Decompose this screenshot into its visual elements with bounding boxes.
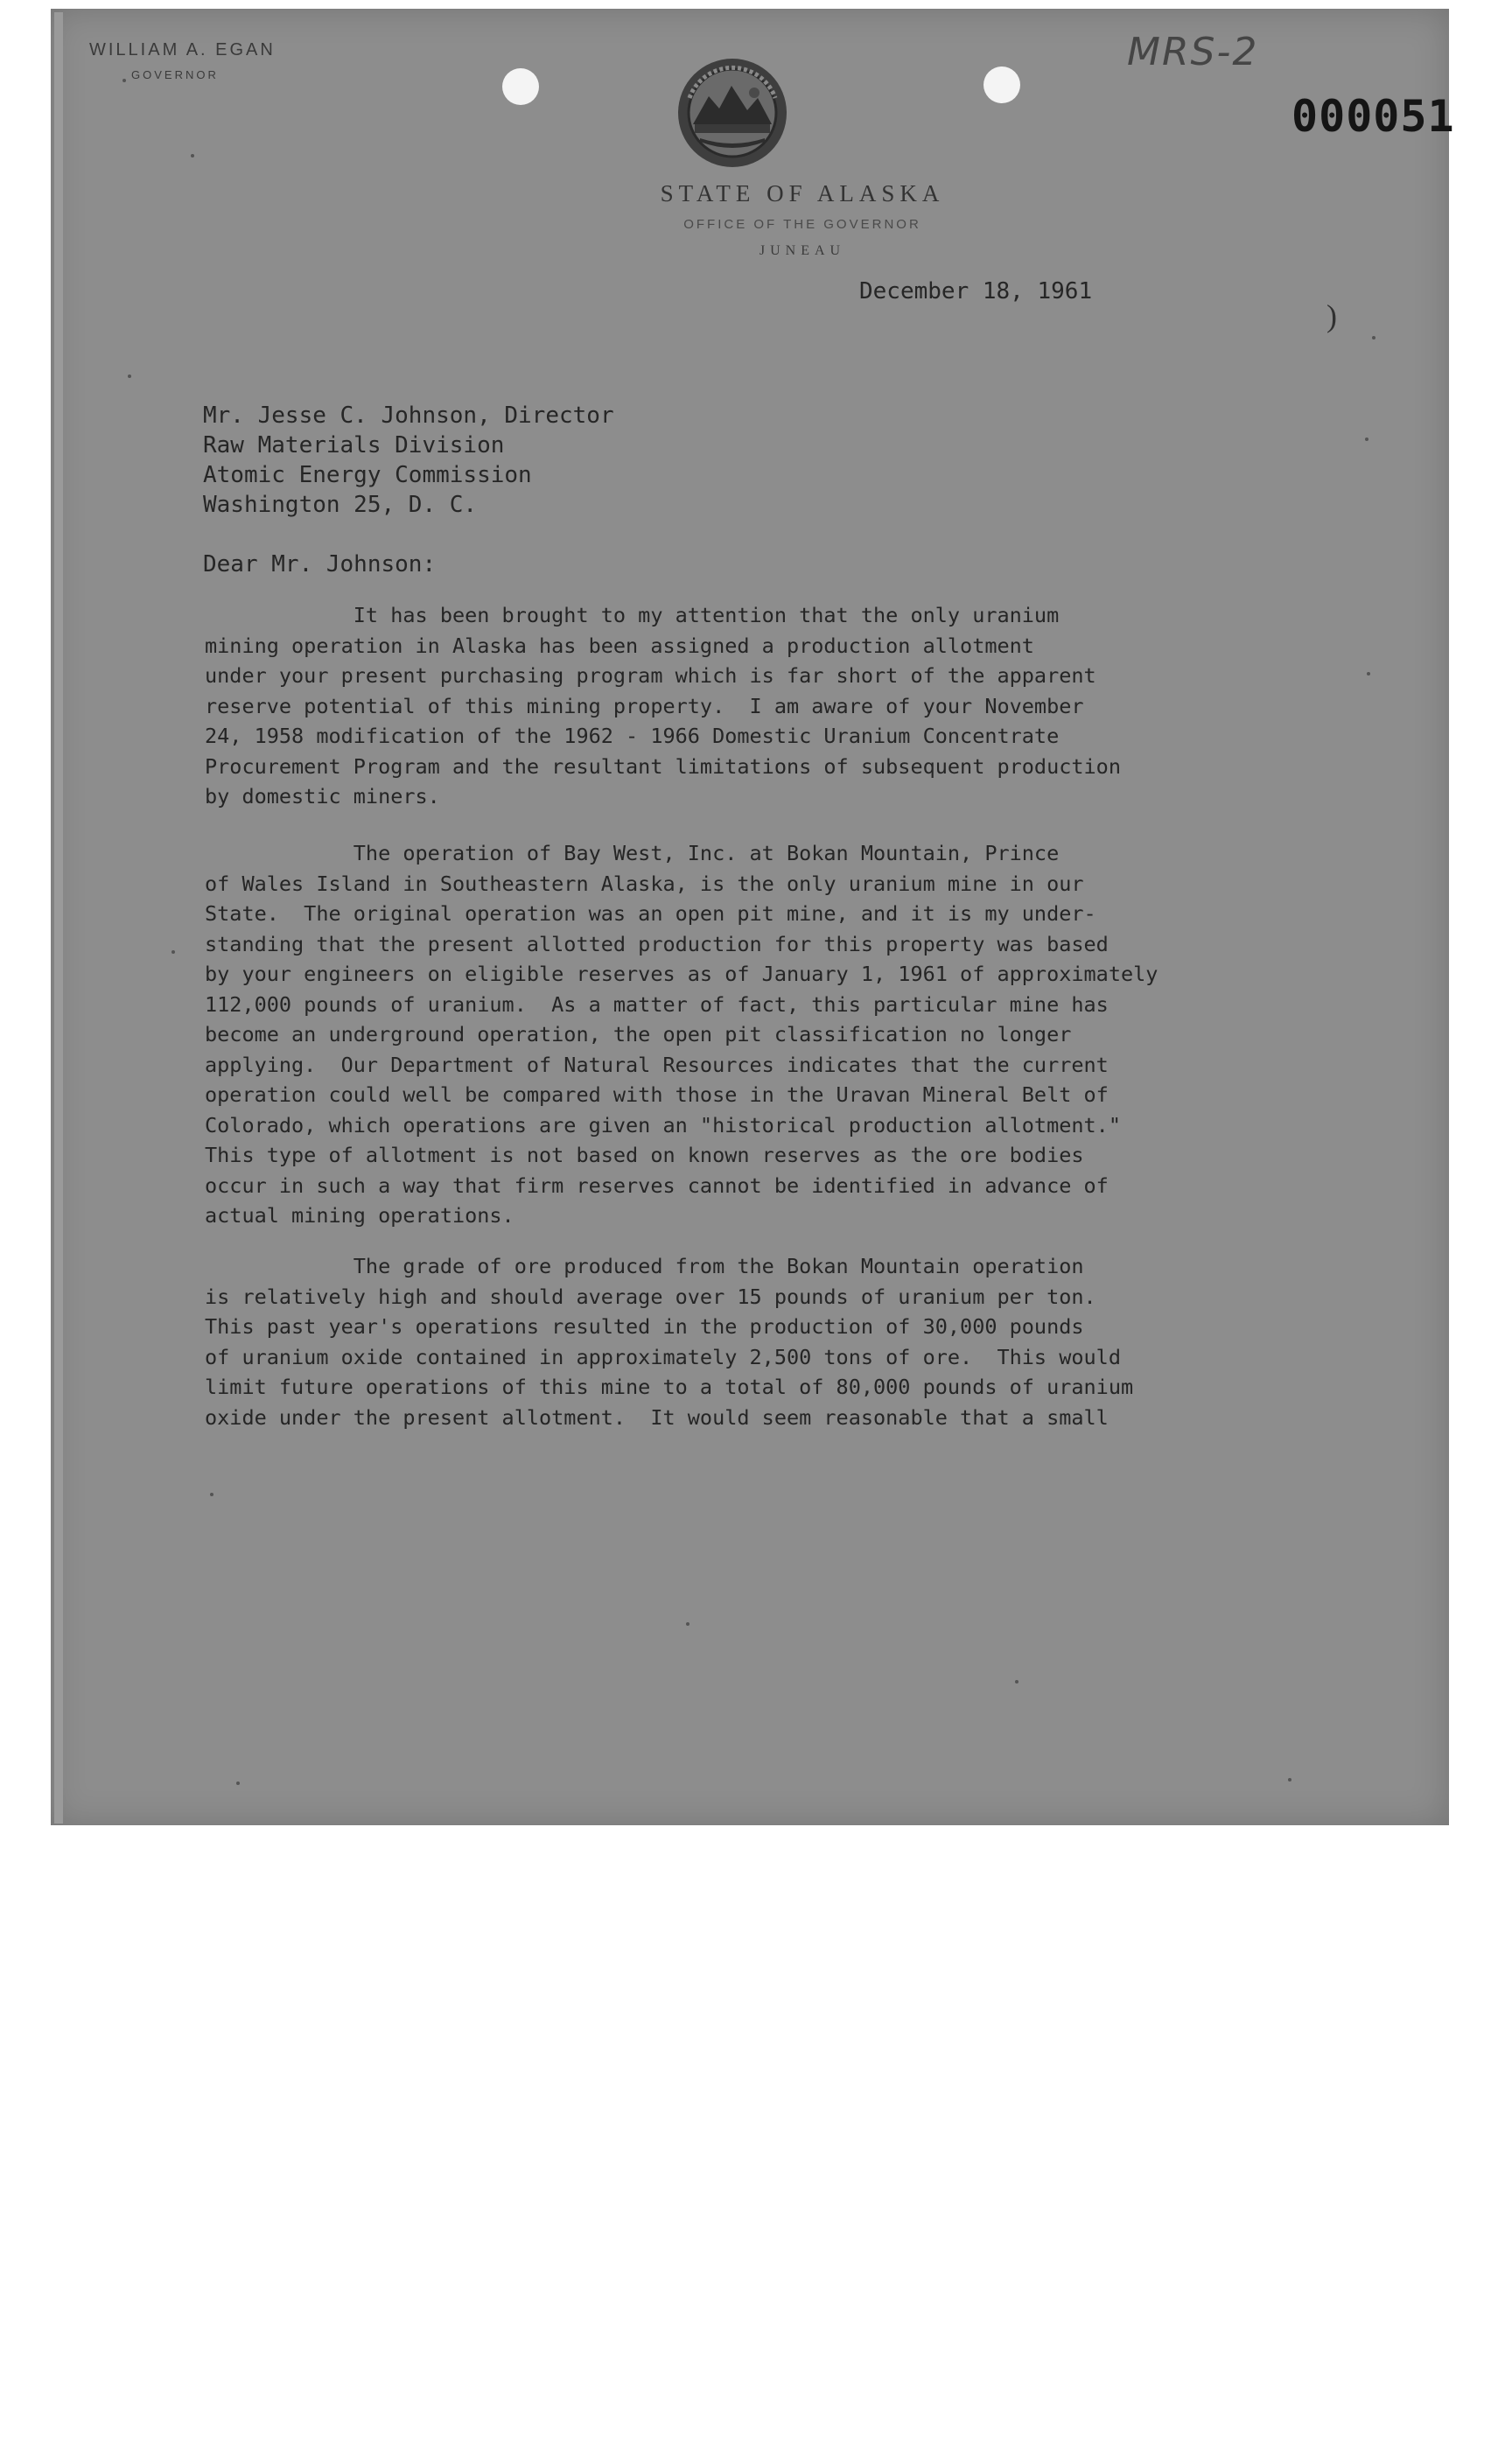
paragraph-line: is relatively high and should average over 15 pounds of uranium per ton. xyxy=(205,1284,1096,1309)
governor-name: WILLIAM A. EGAN xyxy=(89,40,276,60)
recipient-line: Raw Materials Division xyxy=(203,432,505,458)
paragraph-line: under your present purchasing program which is far short of the apparent xyxy=(205,663,1096,688)
paragraph-line: 112,000 pounds of uranium. As a matter of fact, this particular mine has xyxy=(205,991,1109,1017)
paragraph-line: This type of allotment is not based on known reserves as the ore bodies xyxy=(205,1143,1084,1167)
scan-speck xyxy=(1288,1778,1292,1782)
paragraph-line: of uranium oxide contained in approximately 2,500 tons of ore. This would xyxy=(205,1344,1121,1369)
state-seal-icon xyxy=(674,54,791,172)
punch-hole-right xyxy=(984,66,1020,103)
paragraph-line: It has been brought to my attention that the only uranium xyxy=(205,603,1060,627)
paragraph-line: Colorado, which operations are given an "historical production allotment." xyxy=(205,1112,1121,1138)
paragraph-line: State. The original operation was an open pit mine, and it is my under- xyxy=(205,901,1096,926)
paragraph-line: operation could well be compared with those in the Uravan Mineral Belt of xyxy=(205,1082,1109,1107)
paragraph-line: 24, 1958 modification of the 1962 - 1966 Domestic Uranium Concentrate xyxy=(205,724,1060,748)
handwritten-file-note: MRS-2 xyxy=(1127,30,1259,74)
paragraph-line: by domestic miners. xyxy=(205,784,440,808)
scan-speck xyxy=(1365,438,1368,441)
body-paragraph xyxy=(205,600,1121,812)
paragraph-line: mining operation in Alaska has been assigned a production allotment xyxy=(205,633,1034,658)
scan-speck xyxy=(1367,672,1370,676)
paragraph-line: oxide under the present allotment. It would seem reasonable that a small xyxy=(205,1404,1109,1430)
recipient-line: Mr. Jesse C. Johnson, Director xyxy=(203,402,614,429)
body-paragraph xyxy=(205,1251,1133,1432)
paragraph-line: standing that the present allotted production for this property was based xyxy=(205,931,1109,956)
punch-hole-left xyxy=(502,68,539,105)
governor-title: GOVERNOR xyxy=(131,68,219,81)
scan-speck xyxy=(1015,1680,1018,1684)
scan-speck xyxy=(236,1782,240,1785)
scan-speck xyxy=(1372,336,1376,340)
paragraph-line: The operation of Bay West, Inc. at Bokan Mountain, Prince xyxy=(205,841,1060,865)
document-stamp-number: 000051 xyxy=(1292,91,1455,142)
scan-speck xyxy=(128,374,131,378)
paragraph-line: occur in such a way that firm reserves cannot be identified in advance of xyxy=(205,1172,1109,1198)
paragraph-line: by your engineers on eligible reserves as of January 1, 1961 of approximately xyxy=(205,962,1158,986)
scan-speck xyxy=(686,1622,690,1626)
paragraph-line: reserve potential of this mining property. I am aware of your November xyxy=(205,693,1084,718)
body-paragraph xyxy=(205,838,1158,1231)
letterhead-city: JUNEAU xyxy=(759,243,846,258)
scan-speck xyxy=(172,950,175,954)
paragraph-line: Procurement Program and the resultant limitations of subsequent production xyxy=(205,753,1121,779)
paragraph-line: This past year's operations resulted in the production of 30,000 pounds xyxy=(205,1314,1084,1339)
paragraph-line: of Wales Island in Southeastern Alaska, is the only uranium mine in our xyxy=(205,871,1084,896)
sheet-edge xyxy=(54,12,63,1824)
paragraph-line: The grade of ore produced from the Bokan Mountain operation xyxy=(205,1254,1084,1278)
salutation: Dear Mr. Johnson: xyxy=(203,551,437,578)
letterhead-state-name: STATE OF ALASKA xyxy=(660,180,945,206)
scan-speck xyxy=(210,1493,214,1496)
recipient-line: Atomic Energy Commission xyxy=(203,462,532,488)
paragraph-line: become an underground operation, the open pit classification no longer xyxy=(205,1022,1072,1046)
paragraph-line: applying. Our Department of Natural Resources indicates that the current xyxy=(205,1052,1109,1077)
recipient-line: Washington 25, D. C. xyxy=(203,492,478,518)
margin-mark: ) xyxy=(1326,298,1337,333)
letterhead-office: OFFICE OF THE GOVERNOR xyxy=(683,217,921,232)
scan-speck xyxy=(191,154,194,158)
letter-date: December 18, 1961 xyxy=(859,278,1093,304)
paragraph-line: limit future operations of this mine to a total of 80,000 pounds of uranium xyxy=(205,1375,1134,1399)
scan-speck xyxy=(122,79,126,82)
paragraph-line: actual mining operations. xyxy=(205,1203,514,1228)
